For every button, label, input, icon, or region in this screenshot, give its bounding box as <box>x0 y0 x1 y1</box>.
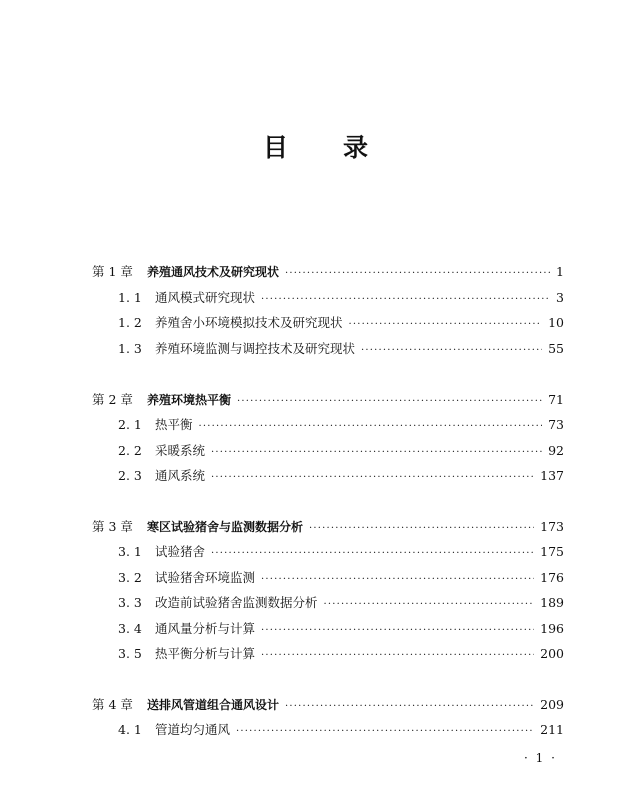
toc-entry-title: 采暖系统 <box>155 443 206 458</box>
toc-leader-dots <box>309 520 534 538</box>
toc-entry-title: 寒区试验猪舍与监测数据分析 <box>147 520 304 534</box>
toc-entry-page: 71 <box>548 392 564 407</box>
toc-section-entry[interactable] <box>118 594 564 612</box>
toc-leader-dots <box>261 571 534 589</box>
toc-entry-page: 200 <box>540 646 564 661</box>
toc-chapter-entry[interactable] <box>92 518 564 536</box>
toc-leader-dots <box>211 545 534 563</box>
toc-entry-page: 137 <box>540 468 564 483</box>
toc-entry-number: 1. 1 <box>118 290 142 305</box>
page-number: · 1 · <box>524 751 557 765</box>
toc-leader-dots <box>261 291 550 309</box>
toc-entry-number: 3. 5 <box>118 646 142 661</box>
toc-entry-title: 养殖环境热平衡 <box>147 393 232 407</box>
toc-section-entry[interactable] <box>118 620 564 638</box>
toc-leader-dots <box>349 316 543 334</box>
toc-entry-number: 2. 2 <box>118 443 142 458</box>
toc-entry-number: 1. 2 <box>118 315 142 330</box>
toc-entry-number: 3. 2 <box>118 570 142 585</box>
toc-entry-title: 管道均匀通风 <box>155 722 231 737</box>
toc-entry-page: 1 <box>556 264 564 279</box>
toc-entry-title: 通风系统 <box>155 468 206 483</box>
toc-chapter-entry[interactable] <box>92 391 564 409</box>
toc-entry-title: 送排风管道组合通风设计 <box>147 698 280 712</box>
toc-entry-page: 189 <box>540 595 564 610</box>
toc-entry-page: 55 <box>548 341 564 356</box>
toc-section-entry[interactable] <box>118 314 564 332</box>
toc-entry-number: 3. 4 <box>118 621 142 636</box>
toc-entry-page: 176 <box>540 570 564 585</box>
toc-entry-page: 92 <box>548 443 564 458</box>
toc-entry-number: 4. 1 <box>118 722 142 737</box>
toc-section-entry[interactable] <box>118 416 564 434</box>
toc-entry-number: 第 3 章 <box>92 519 133 534</box>
title-char-2: 录 <box>343 133 370 162</box>
toc-leader-dots <box>261 622 534 640</box>
toc-entry-number: 2. 3 <box>118 468 142 483</box>
toc-leader-dots <box>285 265 550 283</box>
toc-leader-dots <box>211 444 542 462</box>
toc-section-entry[interactable] <box>118 340 564 358</box>
toc-entry-title: 热平衡分析与计算 <box>155 646 256 661</box>
toc-entry-title: 改造前试验猪舍监测数据分析 <box>155 595 318 610</box>
toc-entry-number: 2. 1 <box>118 417 142 432</box>
toc-section-entry[interactable] <box>118 442 564 460</box>
toc-section-entry[interactable] <box>118 721 564 739</box>
toc-entry-title: 试验猪舍 <box>155 544 206 559</box>
toc-entry-page: 211 <box>540 722 564 737</box>
toc-entry-title: 通风模式研究现状 <box>155 290 256 305</box>
toc-leader-dots <box>261 647 534 665</box>
toc-entry-page: 173 <box>540 519 564 534</box>
toc-section-entry[interactable] <box>118 645 564 663</box>
toc-entry-title: 试验猪舍环境监测 <box>155 570 256 585</box>
toc-leader-dots <box>324 596 535 614</box>
toc-entry-page: 209 <box>540 697 564 712</box>
toc-section-entry[interactable] <box>118 467 564 485</box>
toc-section-entry[interactable] <box>118 569 564 587</box>
toc-entry-title: 养殖舍小环境模拟技术及研究现状 <box>155 315 343 330</box>
toc-section-entry[interactable] <box>118 543 564 561</box>
toc-entry-number: 第 2 章 <box>92 392 133 407</box>
toc-entry-number: 第 4 章 <box>92 697 133 712</box>
toc-entry-number: 第 1 章 <box>92 264 133 279</box>
toc-leader-dots <box>199 418 543 436</box>
toc-entry-title: 养殖环境监测与调控技术及研究现状 <box>155 341 356 356</box>
toc-entry-number: 1. 3 <box>118 341 142 356</box>
toc-leader-dots <box>285 698 534 716</box>
page-title <box>0 128 632 164</box>
toc-entry-page: 175 <box>540 544 564 559</box>
toc-entry-page: 73 <box>548 417 564 432</box>
toc-entry-title: 通风量分析与计算 <box>155 621 256 636</box>
toc-entry-number: 3. 3 <box>118 595 142 610</box>
toc-entry-title: 养殖通风技术及研究现状 <box>147 265 280 279</box>
toc-entry-page: 10 <box>548 315 564 330</box>
toc-section-entry[interactable] <box>118 289 564 307</box>
toc-entry-page: 3 <box>556 290 564 305</box>
toc-leader-dots <box>236 723 534 741</box>
toc-leader-dots <box>237 393 542 411</box>
toc-entry-page: 196 <box>540 621 564 636</box>
toc-chapter-entry[interactable] <box>92 696 564 714</box>
toc-leader-dots <box>361 342 542 360</box>
toc-entry-number: 3. 1 <box>118 544 142 559</box>
toc-leader-dots <box>211 469 534 487</box>
toc-entry-title: 热平衡 <box>155 417 193 432</box>
toc-chapter-entry[interactable] <box>92 263 564 281</box>
title-char-1: 目 <box>262 133 289 162</box>
